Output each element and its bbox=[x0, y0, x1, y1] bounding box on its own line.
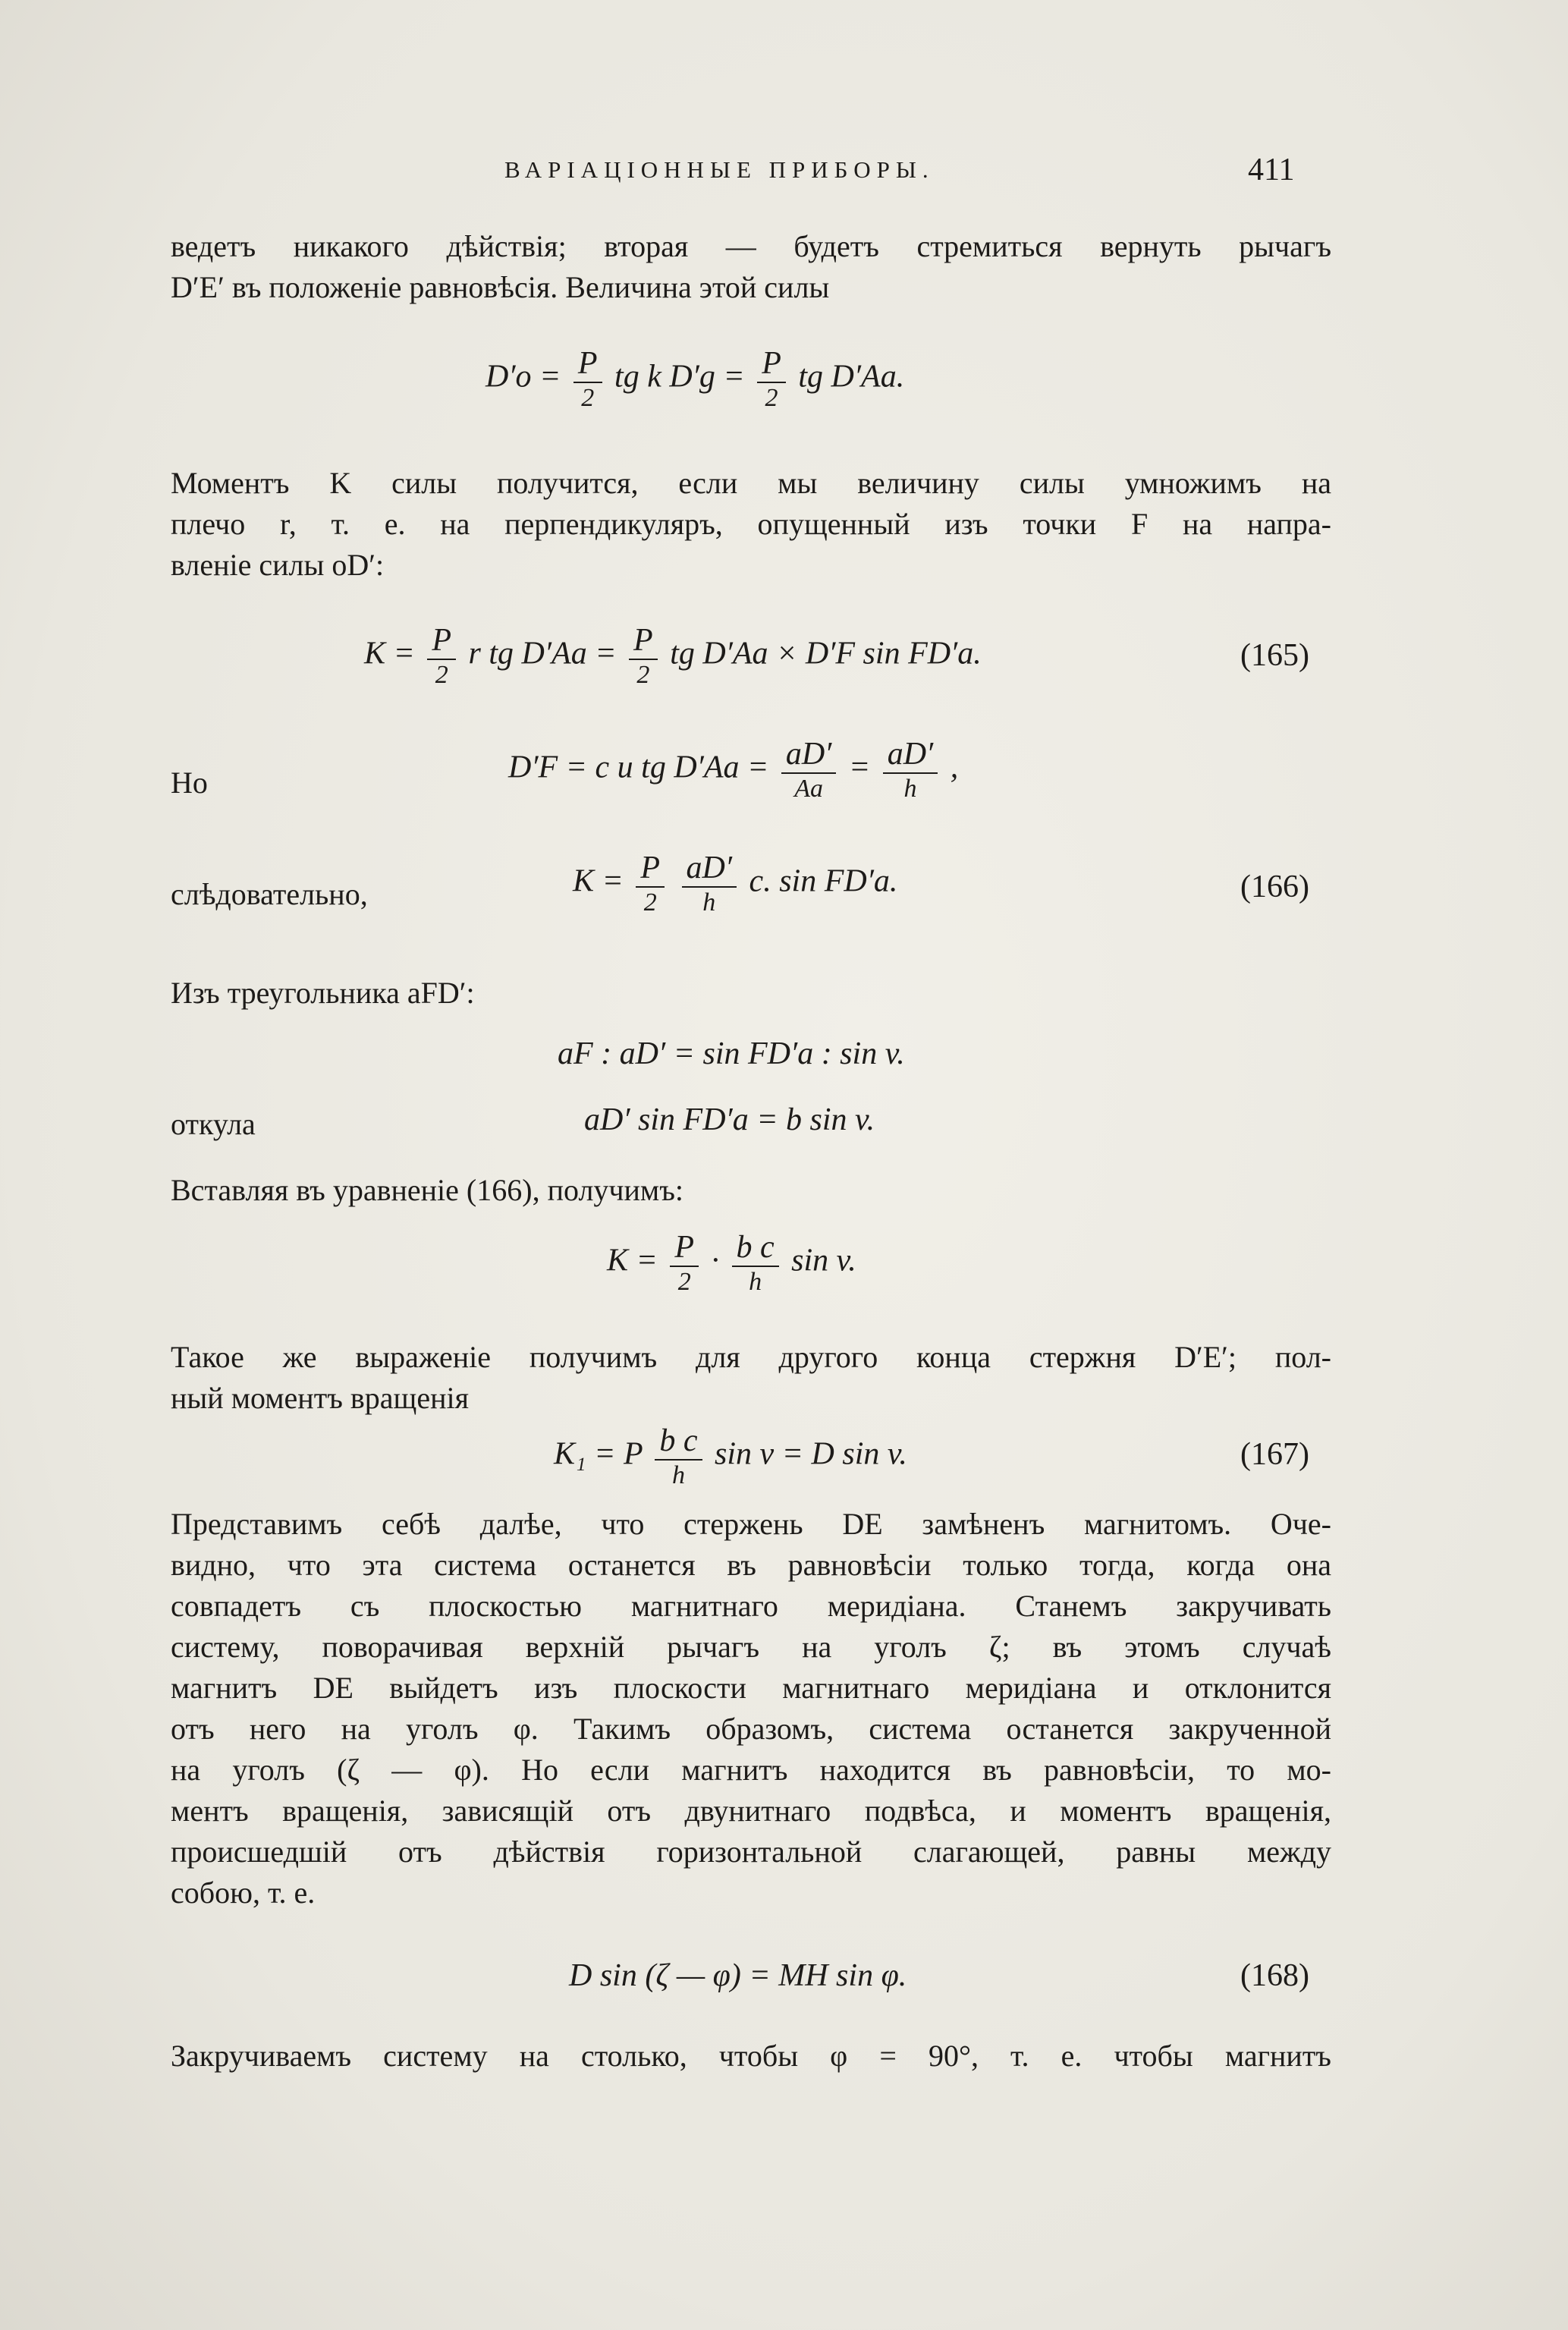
text-line: Представимъ себѣ далѣе, что стержень DE замѣненъ магнитомъ. Оче- bbox=[171, 1507, 1331, 1541]
equation-triangle-1: aF : aD′ = sin FD′a : sin v. bbox=[558, 1036, 905, 1071]
text-line: ный моментъ вращенія bbox=[171, 1381, 469, 1415]
eq-term: r tg D′Aa = bbox=[468, 636, 625, 671]
text-line: происшедшій отъ дѣйствія горизонтальной слагающей, равны между bbox=[171, 1835, 1331, 1869]
denominator: 2 bbox=[765, 384, 778, 413]
denominator: Aa bbox=[794, 775, 823, 803]
label-no: Но bbox=[171, 766, 208, 800]
eq-term: sin v. bbox=[791, 1243, 856, 1278]
eq-term: D′o = bbox=[485, 359, 569, 395]
numerator: aD′ bbox=[781, 736, 837, 774]
equation-k bbox=[607, 1229, 856, 1297]
paragraph-5 bbox=[171, 2036, 1331, 2077]
text-line: Такое же выраженіе получимъ для другого конца стержня D′E′; пол- bbox=[171, 1340, 1331, 1374]
eq-term: K = bbox=[364, 636, 423, 671]
fraction bbox=[670, 1229, 699, 1297]
eq-term: tg k D′g = bbox=[614, 359, 753, 395]
numerator: P bbox=[629, 622, 658, 660]
eq-term: tg D′Aa. bbox=[798, 359, 905, 395]
denominator: 2 bbox=[435, 661, 448, 690]
text-line: плечо r, т. е. на перпендикуляръ, опущенный изъ точки F на напра- bbox=[171, 507, 1331, 541]
denominator: h bbox=[903, 775, 917, 803]
equation-force bbox=[485, 345, 904, 413]
fraction bbox=[682, 850, 737, 917]
label-triangle: Изъ треугольника aFD′: bbox=[171, 976, 475, 1010]
text-line: Моментъ K силы получится, если мы величину силы умножимъ на bbox=[171, 466, 1331, 500]
numerator: P bbox=[636, 850, 665, 888]
numerator: P bbox=[573, 345, 602, 383]
eq-term: · bbox=[711, 1243, 727, 1278]
numerator: aD′ bbox=[682, 850, 737, 888]
denominator: h bbox=[702, 888, 716, 917]
denominator: h bbox=[671, 1461, 685, 1490]
fraction bbox=[781, 736, 837, 803]
numerator: aD′ bbox=[883, 736, 938, 774]
equation-168: D sin (ζ — φ) = MH sin φ. bbox=[569, 1958, 907, 1993]
eq-term: = bbox=[848, 750, 878, 785]
fraction bbox=[573, 345, 602, 413]
paragraph-4 bbox=[171, 1504, 1331, 1913]
label-sledovatelno: слѣдовательно, bbox=[171, 877, 368, 911]
equation-number: (168) bbox=[1240, 1958, 1309, 1993]
denominator: 2 bbox=[643, 888, 657, 917]
fraction bbox=[732, 1229, 779, 1297]
text-line: систему, поворачивая верхній рычагъ на уголъ ζ; въ этомъ случаѣ bbox=[171, 1630, 1331, 1664]
text-line: собою, т. е. bbox=[171, 1876, 316, 1910]
numerator: P bbox=[427, 622, 456, 660]
numerator: P bbox=[670, 1229, 699, 1267]
denominator: h bbox=[749, 1268, 762, 1297]
denominator: 2 bbox=[581, 384, 595, 413]
fraction bbox=[655, 1423, 702, 1490]
text-line: ментъ вращенія, зависящій отъ двунитнаго подвѣса, и моментъ вращенія, bbox=[171, 1794, 1331, 1828]
eq-term: tg D′Aa × D′F sin FD′a. bbox=[670, 636, 982, 671]
eq-term: K = bbox=[607, 1243, 666, 1278]
eq-term: sin v = D sin v. bbox=[715, 1436, 907, 1472]
paragraph-1 bbox=[171, 226, 1331, 308]
equation-167 bbox=[554, 1423, 907, 1490]
text-line: ведетъ никакого дѣйствія; вторая — будетъ стремиться вернуть рычагъ bbox=[171, 229, 1331, 263]
text-line: на уголъ (ζ — φ). Но если магнитъ находится въ равновѣсіи, то мо- bbox=[171, 1753, 1331, 1787]
fraction bbox=[757, 345, 786, 413]
numerator: P bbox=[757, 345, 786, 383]
running-title: ВАРІАЦІОННЫЕ ПРИБОРЫ. bbox=[504, 156, 935, 183]
eq-term: D′F = c и tg D′Aa = bbox=[508, 750, 777, 785]
eq-term: c. sin FD′a. bbox=[749, 863, 898, 899]
fraction bbox=[636, 850, 665, 917]
text-line: вленіе силы oD′: bbox=[171, 548, 385, 582]
numerator: b c bbox=[655, 1423, 702, 1461]
equation-number: (165) bbox=[1240, 638, 1309, 673]
denominator: 2 bbox=[636, 661, 650, 690]
equation-triangle-2: aD′ sin FD′a = b sin v. bbox=[584, 1102, 875, 1137]
equation-number: (166) bbox=[1240, 869, 1309, 904]
eq-term: K₁ = P bbox=[554, 1436, 651, 1472]
text-line: видно, что эта система останется въ равновѣсіи только тогда, когда она bbox=[171, 1548, 1331, 1582]
label-vstavlyaya: Вставляя въ уравненіе (166), получимъ: bbox=[171, 1173, 684, 1207]
eq-term: , bbox=[950, 750, 959, 785]
text-line: магнитъ DE выйдетъ изъ плоскости магнитнаго меридіана и отклонится bbox=[171, 1671, 1331, 1705]
eq-term: K = bbox=[573, 863, 632, 899]
denominator: 2 bbox=[677, 1268, 691, 1297]
equation-165 bbox=[364, 622, 982, 690]
page-header bbox=[0, 152, 1568, 197]
equation-number: (167) bbox=[1240, 1437, 1309, 1472]
equation-no bbox=[508, 736, 958, 803]
text-line: совпадетъ съ плоскостью магнитнаго меридіана. Станемъ закручивать bbox=[171, 1589, 1331, 1623]
text-line: отъ него на уголъ φ. Такимъ образомъ, система останется закрученной bbox=[171, 1712, 1331, 1746]
fraction bbox=[427, 622, 456, 690]
fraction bbox=[883, 736, 938, 803]
paragraph-3 bbox=[171, 1337, 1331, 1419]
equation-166 bbox=[573, 850, 897, 917]
text-line: D′E′ въ положеніе равновѣсія. Величина этой силы bbox=[171, 270, 830, 304]
text-line: Закручиваемъ систему на столько, чтобы φ = 90°, т. е. чтобы магнитъ bbox=[171, 2039, 1331, 2073]
label-otkula: откула bbox=[171, 1107, 256, 1141]
paragraph-2 bbox=[171, 463, 1331, 586]
numerator: b c bbox=[732, 1229, 779, 1267]
page-number: 411 bbox=[1248, 153, 1295, 187]
fraction bbox=[629, 622, 658, 690]
